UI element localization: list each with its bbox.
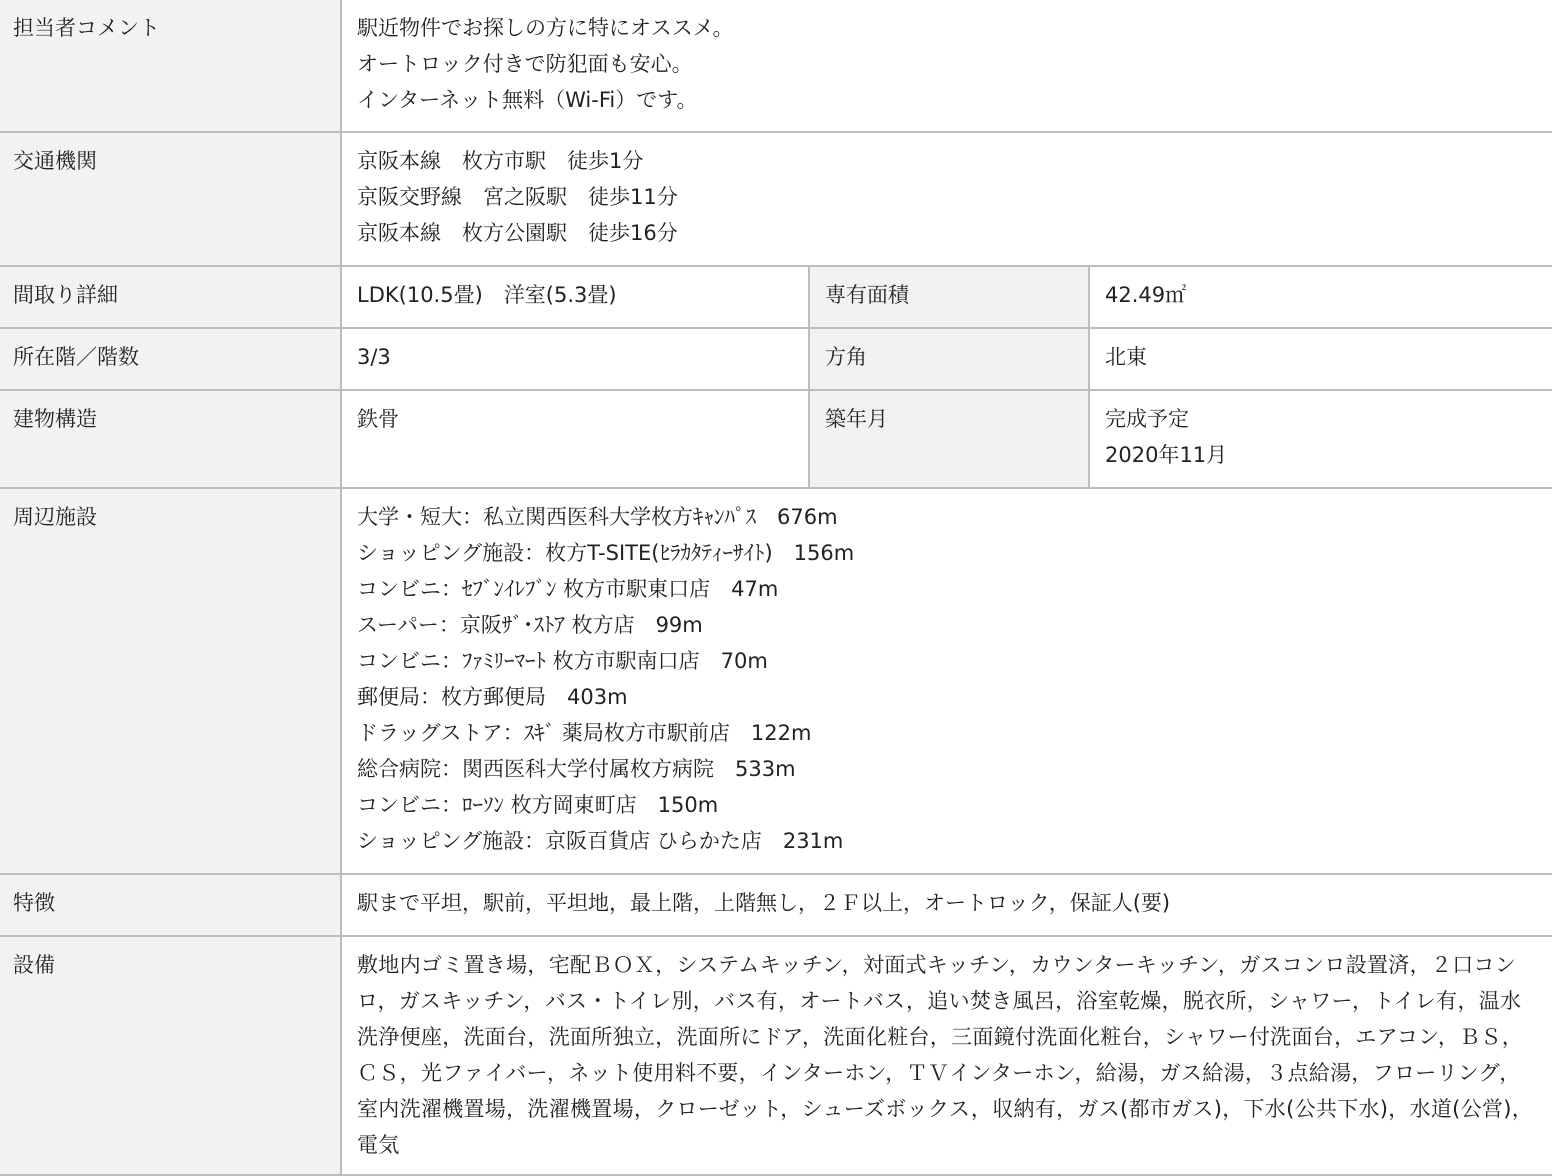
layout-label: 間取り詳細 [0, 266, 341, 328]
direction-label: 方角 [809, 328, 1089, 390]
row-comment [0, 0, 1552, 132]
row-layout [0, 266, 1552, 328]
transport-label: 交通機関 [0, 132, 341, 266]
comment-value [341, 0, 1552, 132]
comment-line: オートロック付きで防犯面も安心。 [357, 52, 693, 76]
features-label: 特徴 [0, 874, 341, 936]
built-line: 2020年11月 [1105, 443, 1228, 467]
built-line: 完成予定 [1105, 407, 1189, 431]
equipment-label: 設備 [0, 936, 341, 1175]
structure-label: 建物構造 [0, 390, 341, 488]
transport-line: 京阪本線 枚方公園駅 徒歩16分 [357, 221, 678, 245]
floor-label: 所在階／階数 [0, 328, 341, 390]
row-floor [0, 328, 1552, 390]
row-transport [0, 132, 1552, 266]
layout-value: LDK(10.5畳) 洋室(5.3畳) [341, 266, 809, 328]
nearby-item: コンビニ：ﾌｧﾐﾘｰﾏｰﾄ 枚方市駅南口店 70m [357, 649, 768, 673]
row-equipment [0, 936, 1552, 1175]
comment-label: 担当者コメント [0, 0, 341, 132]
transport-line: 京阪本線 枚方市駅 徒歩1分 [357, 149, 644, 173]
nearby-item: ショッピング施設：枚方T-SITE(ﾋﾗｶﾀﾃｨｰｻｲﾄ) 156m [357, 541, 855, 565]
equipment-value: 敷地内ゴミ置き場，宅配ＢＯＸ，システムキッチン，対面式キッチン，カウンターキッチン，ガスコンロ設置済，２口コンロ，ガスキッチン，バス・トイレ別，バス有，オートバス，追い焚き風呂，浴室乾燥，脱衣所，シャワー，トイレ有，温水洗浄便座，洗面台，洗面所独立，洗面所にドア，洗面化粧台，三面鏡付洗面化粧台，シャワー付洗面台，エアコン，ＢＳ，ＣＳ，光ファイバー，ネット使用料不要，インターホン，ＴＶインターホン，給湯，ガス給湯，３点給湯，フローリング，室内洗濯機置場，洗濯機置場，クローゼット，シューズボックス，収納有，ガス(都市ガス)，下水(公共下水)，水道(公営)，電気 [341, 936, 1552, 1175]
built-label: 築年月 [809, 390, 1089, 488]
nearby-item: 総合病院：関西医科大学付属枚方病院 533m [357, 757, 796, 781]
comment-line: 駅近物件でお探しの方に特にオススメ。 [357, 16, 734, 40]
nearby-item: 大学・短大：私立関西医科大学枚方ｷｬﾝﾊﾟｽ 676m [357, 505, 838, 529]
nearby-item: 郵便局：枚方郵便局 403m [357, 685, 628, 709]
nearby-item: コンビニ：ﾛｰｿﾝ 枚方岡東町店 150m [357, 793, 719, 817]
structure-value: 鉄骨 [341, 390, 809, 488]
area-value: 42.49㎡ [1089, 266, 1552, 328]
nearby-value [341, 488, 1552, 874]
nearby-item: スーパー：京阪ｻﾞ･ｽﾄｱ 枚方店 99m [357, 613, 703, 637]
comment-line: インターネット無料（Wi-Fi）です。 [357, 88, 698, 112]
nearby-item: コンビニ：ｾﾌﾞﾝｲﾚﾌﾞﾝ 枚方市駅東口店 47m [357, 577, 779, 601]
built-value [1089, 390, 1552, 488]
nearby-item: ショッピング施設：京阪百貨店 ひらかた店 231m [357, 829, 844, 853]
area-label: 専有面積 [809, 266, 1089, 328]
features-value: 駅まで平坦，駅前，平坦地，最上階，上階無し，２Ｆ以上，オートロック，保証人(要) [341, 874, 1552, 936]
row-nearby [0, 488, 1552, 874]
direction-value: 北東 [1089, 328, 1552, 390]
transport-line: 京阪交野線 宮之阪駅 徒歩11分 [357, 185, 678, 209]
floor-value: 3/3 [341, 328, 809, 390]
nearby-item: ドラッグストア：ｽｷﾞ 薬局枚方市駅前店 122m [357, 721, 812, 745]
row-features [0, 874, 1552, 936]
row-structure [0, 390, 1552, 488]
transport-value [341, 132, 1552, 266]
nearby-label: 周辺施設 [0, 488, 341, 874]
